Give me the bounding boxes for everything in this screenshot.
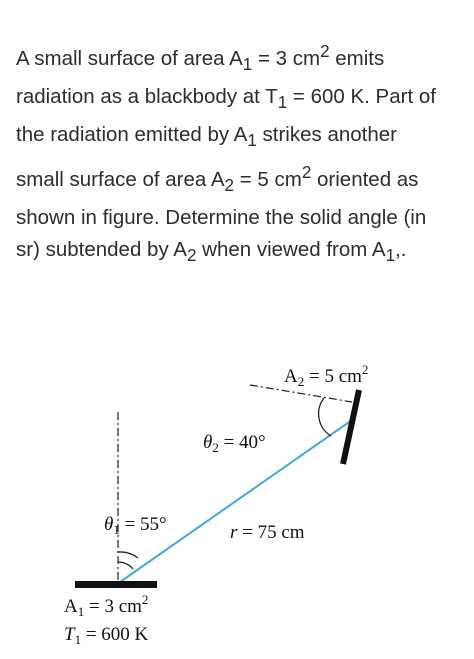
- label-theta2: [203, 432, 266, 455]
- problem-line-4: [16, 157, 460, 202]
- superscript: 2: [141, 592, 149, 607]
- text-segment: emits: [329, 46, 385, 70]
- superscript: 2: [320, 42, 330, 61]
- subscript: 1: [247, 131, 257, 151]
- theta1-arc: [118, 552, 138, 558]
- text-segment: the radiation emitted by A: [16, 123, 248, 147]
- text-segment: radiation as a blackbody at T: [16, 84, 278, 108]
- text-segment: T: [64, 624, 75, 645]
- subscript: 1: [77, 604, 85, 619]
- text-segment: = 5 cm: [304, 366, 362, 387]
- label-a2: [284, 362, 368, 389]
- text-segment: = 3 cm: [252, 46, 321, 70]
- subscript: 2: [224, 176, 235, 196]
- text-segment: = 55°: [119, 514, 167, 535]
- geometry-figure: [0, 350, 474, 659]
- label-a1: [64, 592, 148, 619]
- text-segment: A: [284, 366, 298, 387]
- text-segment: = 600 K. Part of: [287, 84, 436, 108]
- subscript: 1: [113, 522, 120, 537]
- text-segment: when viewed from A: [196, 238, 386, 262]
- subscript: 1: [385, 246, 396, 266]
- text-segment: ,.: [395, 238, 407, 262]
- subscript: 2: [212, 440, 219, 455]
- text-segment: θ: [203, 432, 213, 453]
- text-segment: oriented as: [311, 167, 419, 191]
- text-segment: = 5 cm: [234, 167, 302, 191]
- text-segment: A: [64, 596, 78, 617]
- label-t1: [64, 624, 149, 647]
- text-segment: A small surface of area A: [16, 46, 243, 70]
- theta2-arc: [319, 398, 331, 436]
- problem-statement: [16, 36, 460, 272]
- figure-svg: [0, 350, 474, 659]
- subscript: 2: [186, 246, 197, 266]
- text-segment: = 600 K: [81, 624, 149, 645]
- text-segment: r: [230, 522, 238, 543]
- problem-line-3: [16, 119, 460, 157]
- label-theta1: [104, 514, 167, 537]
- subscript: 1: [74, 632, 82, 647]
- superscript: 2: [361, 362, 369, 377]
- text-segment: small surface of area A: [16, 167, 225, 191]
- text-segment: = 40°: [218, 432, 266, 453]
- text-segment: = 75 cm: [237, 522, 305, 543]
- text-segment: strikes another: [256, 123, 397, 147]
- text-segment: θ: [104, 514, 114, 535]
- text-segment: sr) subtended by A: [16, 238, 187, 262]
- problem-line-6: [16, 234, 460, 272]
- surface-a1: [75, 581, 157, 588]
- subscript: 2: [297, 374, 305, 389]
- problem-line-5: [16, 202, 460, 234]
- theta1-arc-inner: [118, 562, 133, 569]
- problem-line-1: [16, 36, 460, 81]
- superscript: 2: [301, 163, 312, 183]
- text-segment: = 3 cm: [84, 596, 142, 617]
- label-r: [230, 522, 305, 543]
- problem-line-2: [16, 81, 460, 119]
- text-segment: shown in figure. Determine the solid angle (in: [16, 206, 427, 230]
- subscript: 1: [242, 54, 253, 74]
- subscript: 1: [277, 93, 288, 113]
